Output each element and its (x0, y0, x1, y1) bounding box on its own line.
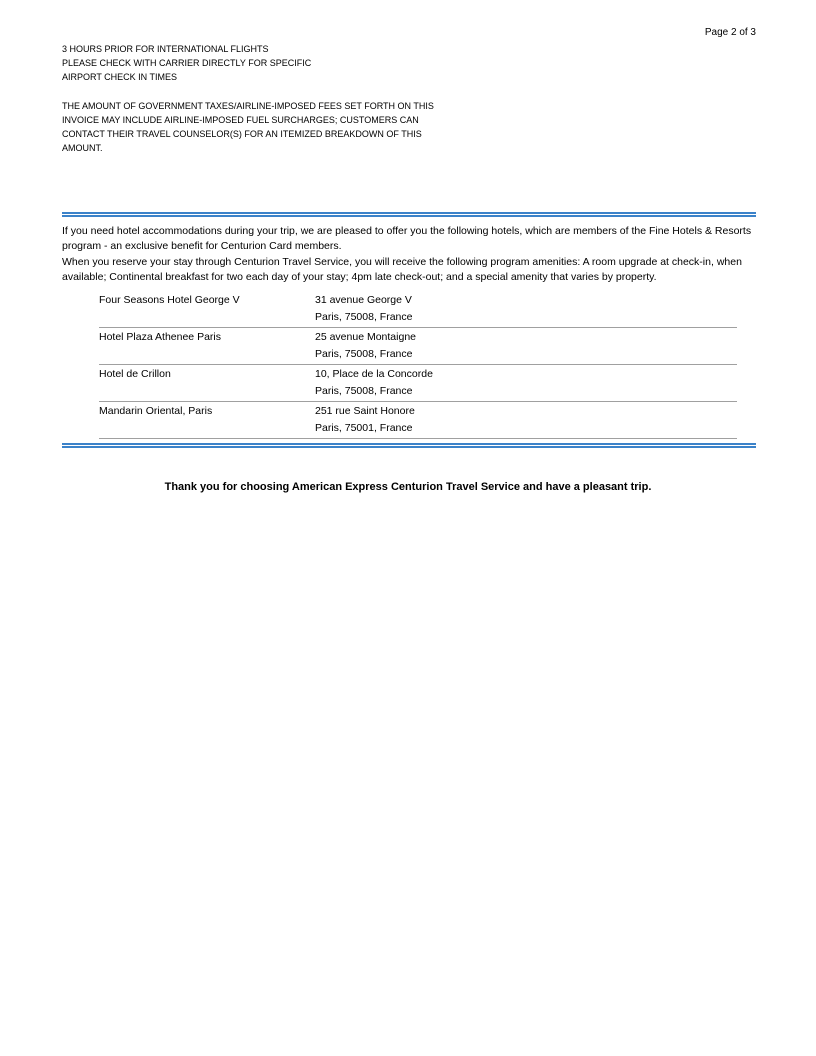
hotel-street: 25 avenue Montaigne (315, 331, 416, 343)
note-line: AIRPORT CHECK IN TIMES (62, 72, 178, 83)
hotel-city: Paris, 75008, France (315, 311, 413, 323)
hotel-address (315, 292, 737, 327)
hotel-street: 10, Place de la Concorde (315, 368, 433, 380)
hotel-intro-paragraph: If you need hotel accommodations during your trip, we are pleased to offer you the following hotels, which are members of the Fine Hotels & Resorts program - an exclusive benefit for Centurion Card members. (62, 225, 752, 253)
hotel-list (99, 291, 737, 439)
hotel-intro-paragraph: When you reserve your stay through Centurion Travel Service, you will receive the following program amenities: A room upgrade at check-in, when available; Continental breakfast for two each day of your stay; 4pm late check-out; and a special amenity that varies by property. (62, 255, 742, 283)
note-line: 3 HOURS PRIOR FOR INTERNATIONAL FLIGHTS (62, 44, 269, 54)
hotel-city: Paris, 75001, France (315, 422, 413, 434)
hotel-city: Paris, 75008, France (315, 385, 413, 397)
closing-message: Thank you for choosing American Express Centurion Travel Service and have a pleasant trip. (164, 481, 652, 493)
hotel-row (99, 328, 737, 365)
hotel-street: 31 avenue George V (315, 294, 412, 306)
page-number: Page 2 of 3 (704, 27, 756, 38)
hotel-street: 251 rue Saint Honore (315, 405, 415, 417)
hotel-name: Hotel de Crillon (99, 368, 171, 380)
note-line: AMOUNT. (62, 143, 103, 154)
hotel-row (99, 291, 737, 328)
hotel-row (99, 402, 737, 439)
hotel-address (315, 366, 737, 401)
hotel-intro (62, 224, 756, 285)
hotel-address (315, 403, 737, 438)
hotel-name: Hotel Plaza Athenee Paris (99, 331, 221, 343)
section-divider-top (62, 212, 756, 217)
invoice-notes (62, 42, 482, 155)
note-line: THE AMOUNT OF GOVERNMENT TAXES/AIRLINE-IMPOSED FEES SET FORTH ON THIS (62, 100, 434, 111)
hotel-name: Four Seasons Hotel George V (99, 294, 240, 306)
hotel-address (315, 329, 737, 364)
hotel-city: Paris, 75008, France (315, 348, 413, 360)
section-divider-bottom (62, 443, 756, 448)
hotel-row (99, 365, 737, 402)
hotel-name: Mandarin Oriental, Paris (99, 405, 213, 417)
note-line: INVOICE MAY INCLUDE AIRLINE-IMPOSED FUEL SURCHARGES; CUSTOMERS CAN (62, 114, 419, 125)
note-line: CONTACT THEIR TRAVEL COUNSELOR(S) FOR AN ITEMIZED BREAKDOWN OF THIS (62, 129, 422, 140)
note-line: PLEASE CHECK WITH CARRIER DIRECTLY FOR SPECIFIC (62, 58, 312, 69)
